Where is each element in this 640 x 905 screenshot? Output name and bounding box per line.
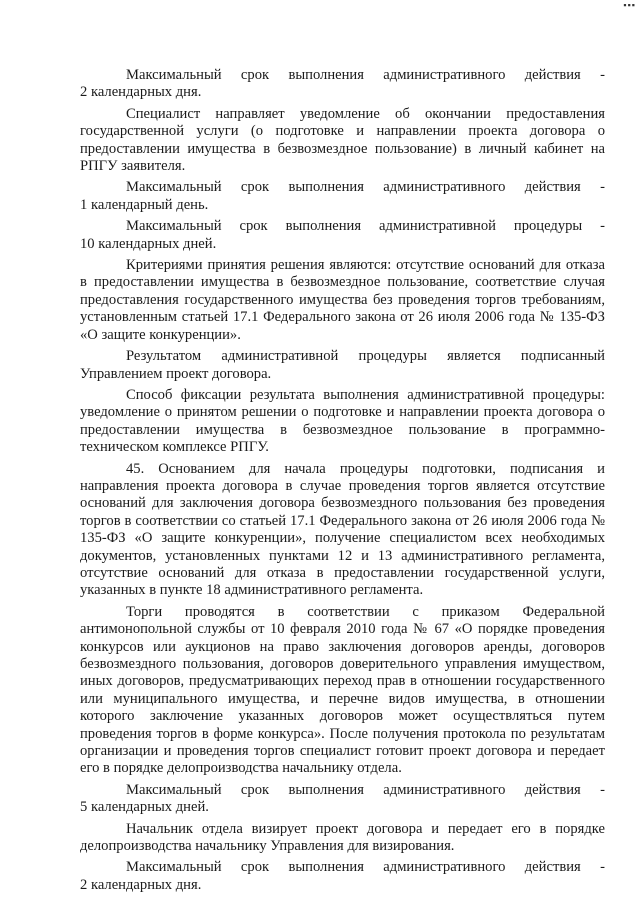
- scan-mark: ▪▪▪: [623, 0, 636, 10]
- word: Максимальный: [126, 218, 222, 235]
- paragraph-first-line: [80, 67, 605, 84]
- word: выполнения: [288, 781, 364, 798]
- word: административного: [383, 781, 506, 798]
- paragraph-first-line: [80, 348, 605, 365]
- paragraph: 45. Основанием для начала процедуры подготовки, подписания и направления проекта договора в случае проведения торгов является отсутствие оснований для заключения договора безвозмездного пользования без проведения торгов в соответствии со статьей 17.1 Федерального закона от 26 июля 2006 года № 135-ФЗ «О защите конкуренции», получение специалистом всех необходимых документов, установленных пунктами 12 и 13 административного регламента, отсутствие оснований для отказа в предоставлении государственной услуги, указанных в пункте 18 административного регламента.: [80, 460, 605, 599]
- word: действия: [524, 781, 581, 798]
- word: -: [600, 179, 605, 196]
- word: является: [447, 348, 501, 365]
- word: действия: [524, 179, 581, 196]
- paragraph-first-line: [80, 218, 605, 235]
- word: Результатом: [126, 348, 202, 365]
- word: Максимальный: [126, 859, 222, 876]
- word: срок: [239, 218, 268, 235]
- word: Максимальный: [126, 781, 222, 798]
- word: процедуры: [513, 218, 583, 235]
- paragraph: Специалист направляет уведомление об окончании предоставления государственной услуги (о подготовке и направлении проекта договора о предоставлении имущества в безвозмездное пользование) в личный кабинет на РПГУ заявителя.: [80, 105, 605, 175]
- word: выполнения: [285, 218, 362, 235]
- paragraph-continuation: Управлением проект договора.: [80, 365, 272, 382]
- word: действия: [524, 67, 581, 83]
- paragraph-first-line: [80, 859, 605, 876]
- word: Максимальный: [126, 179, 222, 196]
- word: выполнения: [288, 67, 364, 83]
- word: процедуры: [358, 348, 427, 365]
- word: административного: [383, 67, 506, 83]
- document-body: [80, 67, 605, 898]
- word: административного: [383, 859, 506, 876]
- paragraph-continuation: 2 календарных дня.: [80, 84, 202, 101]
- paragraph-first-line: [80, 782, 605, 799]
- word: административного: [383, 179, 506, 196]
- paragraph: Критериями принятия решения являются: отсутствие оснований для отказа в предоставлении имущества в безвозмездное пользование, соответствие случая предоставления государственного имущества без проведения торгов требованиям, установленным статьей 17.1 Федерального закона от 26 июля 2006 года № 135-ФЗ «О защите конкуренции».: [80, 257, 605, 343]
- word: выполнения: [288, 859, 364, 876]
- word: срок: [240, 179, 270, 196]
- word: -: [600, 67, 605, 83]
- paragraph: Торги проводятся в соответствии с приказом Федеральной антимонопольной службы от 10 февраля 2010 года № 67 «О порядке проведения конкурсов или аукционов на право заключения договоров аренды, договоров безвозмездного пользования, договоров доверительного управления имуществом, иных договоров, предусматривающих переход прав в отношении государственного или муниципального имущества, и перечне видов имущества, в отношении которого заключение указанных договоров может осуществляться путем проведения торгов в форме конкурса». После получения протокола по результатам организации и проведения торгов специалист готовит проект договора и передает его в порядке делопроизводства начальнику отдела.: [80, 603, 605, 777]
- paragraph-first-line: [80, 179, 605, 196]
- word: административной: [221, 348, 339, 365]
- word: подписанный: [520, 348, 605, 365]
- word: -: [600, 218, 605, 235]
- paragraph-continuation: 1 календарный день.: [80, 196, 209, 213]
- paragraph-continuation: 10 календарных дней.: [80, 235, 217, 252]
- word: административной: [378, 218, 496, 235]
- paragraph-continuation: 2 календарных дня.: [80, 876, 202, 893]
- paragraph: Начальник отдела визирует проект договора и передает его в порядке делопроизводства начальнику Управления для визирования.: [80, 820, 605, 855]
- word: срок: [240, 859, 270, 876]
- word: действия: [524, 859, 581, 876]
- word: -: [600, 859, 605, 876]
- paragraph-continuation: 5 календарных дней.: [80, 799, 209, 816]
- word: выполнения: [288, 179, 364, 196]
- word: Максимальный: [126, 67, 222, 83]
- word: срок: [240, 781, 270, 798]
- paragraph: Способ фиксации результата выполнения административной процедуры: уведомление о принятом решении о подготовке и направлении проекта договора о предоставлении имущества в безвозмездное пользование в программно-техническом комплексе РПГУ.: [80, 386, 605, 456]
- word: -: [600, 781, 605, 798]
- word: срок: [240, 67, 270, 83]
